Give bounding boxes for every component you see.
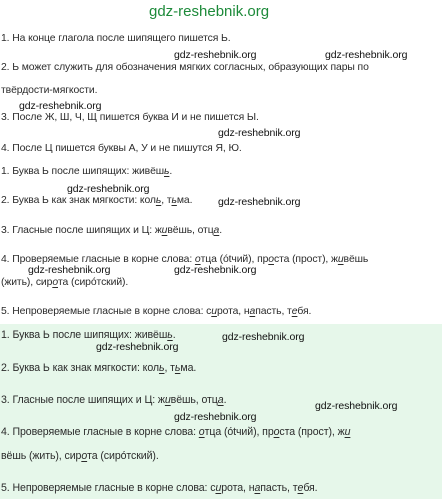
answer-line-4-cont: (жить), сирота (сиро́тский). [1, 277, 129, 288]
watermark: gdz-reshebnik.org [67, 183, 150, 195]
watermark: gdz-reshebnik.org [315, 400, 398, 412]
rule-line-2-cont: твёрдости-мягкости. [1, 85, 98, 96]
rule-line-1: 1. На конце глагола после шипящего пишется Ь. [1, 33, 231, 44]
answer-line-4: 4. Проверяемые гласные в корне слова: отца (ótчий), проста (прост), живёшь [1, 254, 369, 265]
watermark: gdz-reshebnik.org [174, 264, 257, 276]
answer-line-2: 2. Буква Ь как знак мягкости: коль, тьма. [1, 195, 193, 206]
answer-copy-line-2: 2. Буква Ь как знак мягкости: коль, тьма. [1, 362, 197, 374]
rule-line-2: 2. Ь может служить для обозначения мягких согласных, образующих пары по [1, 62, 369, 73]
answer-copy-line-1: 1. Буква Ь после шипящих: живёшь. [1, 329, 176, 341]
watermark: gdz-reshebnik.org [218, 196, 301, 208]
watermark: gdz-reshebnik.org [174, 411, 257, 423]
watermark: gdz-reshebnik.org [222, 331, 305, 343]
watermark: gdz-reshebnik.org [325, 49, 408, 61]
answer-line-3: 3. Гласные после шипящих и Ц: живёшь, отца. [1, 225, 223, 236]
answer-copy-line-4: 4. Проверяемые гласные в корне слова: отца (ótчий), проста (прост), жи [1, 426, 351, 438]
header-watermark: gdz-reshebnik.org [149, 3, 270, 20]
answer-copy-line-5: 5. Непроверяемые гласные в корне слова: сирота, напасть, тебя. [1, 482, 318, 494]
watermark: gdz-reshebnik.org [218, 127, 301, 139]
rule-line-3: 3. После Ж, Ш, Ч, Щ пишется буква И и не пишется Ы. [1, 112, 259, 123]
answer-copy-line-3: 3. Гласные после шипящих и Ц: живёшь, отца. [1, 394, 227, 406]
watermark: gdz-reshebnik.org [96, 341, 179, 353]
answer-copy-line-4-cont: вёшь (жить), сирота (сиро́тский). [1, 450, 159, 462]
watermark: gdz-reshebnik.org [174, 49, 257, 61]
answer-line-1: 1. Буква Ь после шипящих: живёшь. [1, 166, 173, 177]
answer-line-5: 5. Непроверяемые гласные в корне слова: сирота, напасть, тебя. [1, 306, 312, 317]
rule-line-4: 4. После Ц пишется буквы А, У и не пишутся Я, Ю. [1, 143, 242, 154]
watermark: gdz-reshebnik.org [28, 264, 111, 276]
watermark: gdz-reshebnik.org [19, 100, 102, 112]
